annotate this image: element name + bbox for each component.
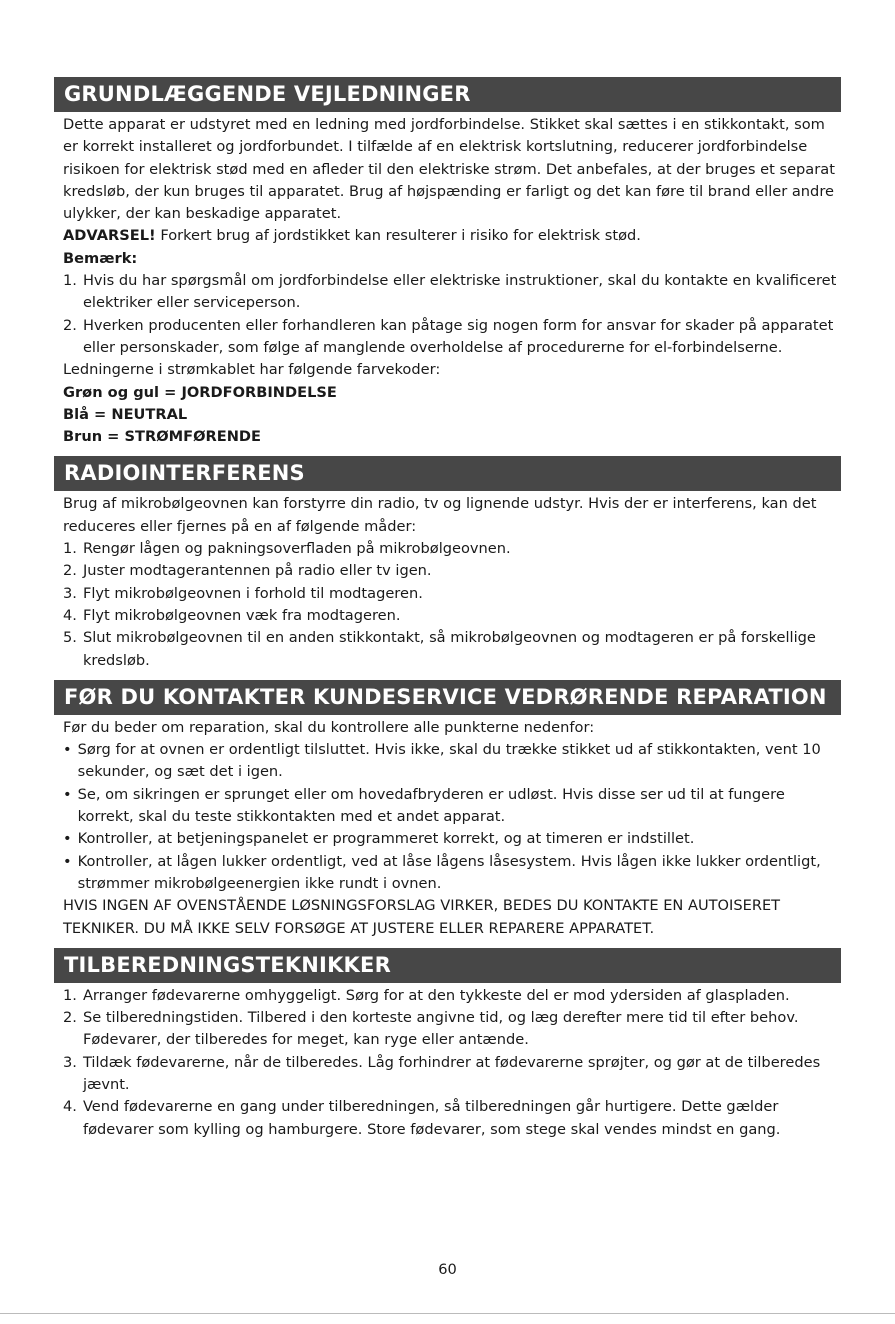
note-text: Hvis du har spørgsmål om jordforbindelse eller elektriske instruktioner, skal du kontakte en kvalificeret elektriker eller serviceperson. xyxy=(82,272,837,312)
list-text: Vend fødevarerne en gang under tilberedningen, så tilberedningen går hurtigere. Dette gælder fødevarer som kylling og hamburgere. Store fødevarer, som stege skal vendes mindst en gang. xyxy=(82,1098,781,1138)
list-text: Flyt mikrobølgeovnen i forhold til modtageren. xyxy=(82,584,423,602)
radio-intro: Brug af mikrobølgeovnen kan forstyrre din radio, tv og lignende udstyr. Hvis der er interferens, kan det reduceres eller fjernes på en af følgende måder: xyxy=(63,495,817,535)
bullet-text: Se, om sikringen er sprunget eller om hovedafbryderen er udløst. Hvis disse ser ud til at fungere korrekt, skal du teste stikkontakten med et andet apparat. xyxy=(77,785,785,826)
page-bottom-divider xyxy=(0,1313,895,1314)
list-item xyxy=(63,605,841,627)
page-content xyxy=(54,77,841,1141)
bullet-item xyxy=(63,739,841,784)
bullet-item xyxy=(63,828,841,850)
section-heading-grundlaeggende: GRUNDLÆGGENDE VEJLEDNINGER xyxy=(54,77,841,112)
bullet-text: Kontroller, at betjeningspanelet er programmeret korrekt, og at timeren er indstillet. xyxy=(77,830,695,848)
section-body-grundlaeggende xyxy=(54,114,841,448)
bullet-item xyxy=(63,851,841,896)
list-item xyxy=(63,1007,841,1052)
note-text: Hverken producenten eller forhandleren kan påtage sig nogen form for ansvar for skader på apparatet eller personskader, som følge af manglende overholdelse af procedurerne for el-forbindelserne. xyxy=(82,316,834,356)
list-item xyxy=(63,627,841,672)
list-text: Slut mikrobølgeovnen til en anden stikkontakt, så mikrobølgeovnen og modtageren er på forskellige kredsløb. xyxy=(82,629,816,669)
bullet-item xyxy=(63,784,841,829)
bullet-text: Sørg for at ovnen er ordentligt tilsluttet. Hvis ikke, skal du trække stikket ud af stikkontakten, vent 10 sekunder, og sæt det i igen. xyxy=(77,741,821,781)
list-number: 3. xyxy=(63,584,77,602)
list-item xyxy=(63,583,841,605)
bullet-icon: • xyxy=(63,741,72,759)
list-number: 5. xyxy=(63,629,77,647)
grounding-intro: Dette apparat er udstyret med en ledning med jordforbindelse. Stikket skal sættes i en stikkontakt, som er korrekt installeret og jordforbundet. I tilfælde af en elektrisk kortslutning, reducerer jordforbindelse risikoen for elektrisk stød med en afleder til den elektriske strøm. Det anbefales, at der bruges et separat kredsløb, der kun bruges til apparatet. Brug af højspænding er farligt og det kan føre til brand eller andre ulykker, der kan beskadige apparatet. xyxy=(63,116,835,223)
section-body-kundeservice xyxy=(54,717,841,940)
note-label: Bemærk: xyxy=(63,249,138,267)
list-item xyxy=(63,538,841,560)
color-code-intro: Ledningerne i strømkablet har følgende farvekoder: xyxy=(63,361,441,379)
list-item xyxy=(63,985,841,1007)
bullet-text: Kontroller, at lågen lukker ordentligt, ved at låse lågens låsesystem. Hvis lågen ikke lukker ordentligt, strømmer mikrobølgeenergien ikke rundt i ovnen. xyxy=(77,852,821,892)
service-intro: Før du beder om reparation, skal du kontrollere alle punkterne nedenfor: xyxy=(63,718,595,736)
list-number: 2. xyxy=(63,562,77,580)
note-item xyxy=(63,270,841,315)
list-number: 1. xyxy=(63,986,77,1004)
list-text: Flyt mikrobølgeovnen væk fra modtageren. xyxy=(82,606,401,624)
list-number: 2. xyxy=(63,1009,77,1027)
section-body-radio xyxy=(54,493,841,671)
list-item xyxy=(63,1096,841,1141)
list-number: 4. xyxy=(63,606,77,624)
service-closing: HVIS INGEN AF OVENSTÅENDE LØSNINGSFORSLAG VIRKER, BEDES DU KONTAKTE EN AUTOISERET TEKNIKER. DU MÅ IKKE SELV FORSØGE AT JUSTERE ELLER REPARERE APPARATET. xyxy=(63,897,781,937)
list-item xyxy=(63,1052,841,1097)
page-number: 60 xyxy=(438,1261,457,1278)
list-text: Tildæk fødevarerne, når de tilberedes. Låg forhindrer at fødevarerne sprøjter, og gør at de tilberedes jævnt. xyxy=(82,1053,821,1093)
color-code-ground: Grøn og gul = JORDFORBINDELSE xyxy=(63,383,337,401)
note-number: 1. xyxy=(63,272,77,290)
note-item xyxy=(63,315,841,360)
list-item xyxy=(63,560,841,582)
section-heading-radio: RADIOINTERFERENS xyxy=(54,456,841,491)
section-heading-kundeservice: FØR DU KONTAKTER KUNDESERVICE VEDRØRENDE REPARATION xyxy=(54,680,841,715)
list-text: Arranger fødevarerne omhyggeligt. Sørg for at den tykkeste del er mod ydersiden af glaspladen. xyxy=(82,986,790,1004)
bullet-icon: • xyxy=(63,830,72,848)
bullet-icon: • xyxy=(63,852,72,870)
color-code-neutral: Blå = NEUTRAL xyxy=(63,405,188,423)
bullet-icon: • xyxy=(63,785,72,803)
warning-paragraph xyxy=(63,225,841,247)
list-text: Rengør lågen og pakningsoverfladen på mikrobølgeovnen. xyxy=(82,540,511,558)
list-number: 3. xyxy=(63,1053,77,1071)
section-body-tilberedning xyxy=(54,985,841,1141)
color-code-live: Brun = STRØMFØRENDE xyxy=(63,428,261,446)
list-number: 4. xyxy=(63,1098,77,1116)
section-heading-tilberedning: TILBEREDNINGSTEKNIKKER xyxy=(54,948,841,983)
list-text: Juster modtagerantennen på radio eller tv igen. xyxy=(82,562,432,580)
warning-label: ADVARSEL! xyxy=(63,227,156,245)
list-text: Se tilberedningstiden. Tilbered i den korteste angivne tid, og læg derefter mere tid til efter behov. Fødevarer, der tilberedes for meget, kan ryge eller antænde. xyxy=(82,1009,799,1049)
note-number: 2. xyxy=(63,316,77,334)
warning-text: Forkert brug af jordstikket kan resulterer i risiko for elektrisk stød. xyxy=(155,227,641,245)
list-number: 1. xyxy=(63,540,77,558)
